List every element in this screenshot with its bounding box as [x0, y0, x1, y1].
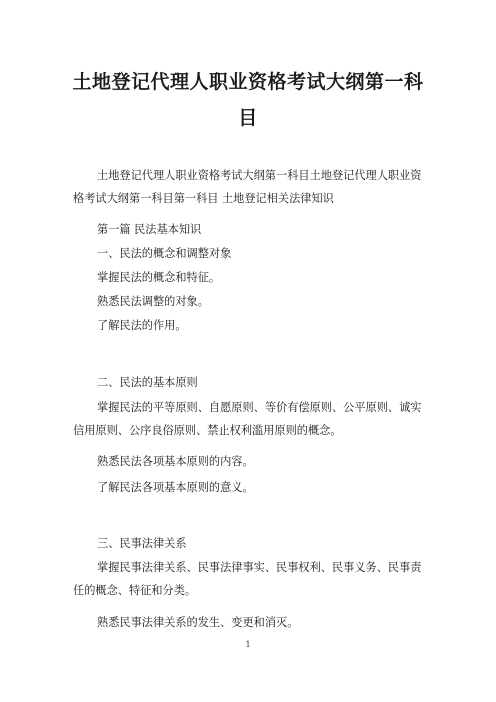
requirement-item: 熟悉民法调整的对象。 [97, 295, 209, 308]
requirement-item: 了解民法的作用。 [97, 319, 187, 332]
section-heading: 二、民法的基本原则 [97, 376, 198, 389]
requirement-item: 掌握民事法律关系、民事法律事实、民事权利、民事义务、民事责任的概念、特征和分类。 [73, 561, 422, 597]
requirement-item: 熟悉民事法律关系的发生、变更和消灭。 [97, 616, 299, 629]
intro-paragraph: 土地登记代理人职业资格考试大纲第一科目土地登记代理人职业资格考试大纲第一科目第一科目 土地登记相关法律知识 [73, 169, 422, 205]
requirement-item: 熟悉民法各项基本原则的内容。 [97, 455, 254, 468]
page-number: 1 [245, 640, 251, 649]
section-heading: 三、民事法律关系 [97, 537, 187, 550]
section-heading: 一、民法的概念和调整对象 [97, 247, 232, 260]
requirement-item: 掌握民法的平等原则、自愿原则、等价有偿原则、公平原则、诚实信用原则、公序良俗原则、禁止权利滥用原则的概念。 [73, 401, 422, 437]
requirement-item: 掌握民法的概念和特征。 [97, 271, 221, 284]
requirement-item: 了解民法各项基本原则的意义。 [97, 481, 254, 494]
part-heading: 第一篇 民法基本知识 [97, 223, 202, 236]
document-title: 土地登记代理人职业资格考试大纲第一科目 [72, 71, 424, 129]
